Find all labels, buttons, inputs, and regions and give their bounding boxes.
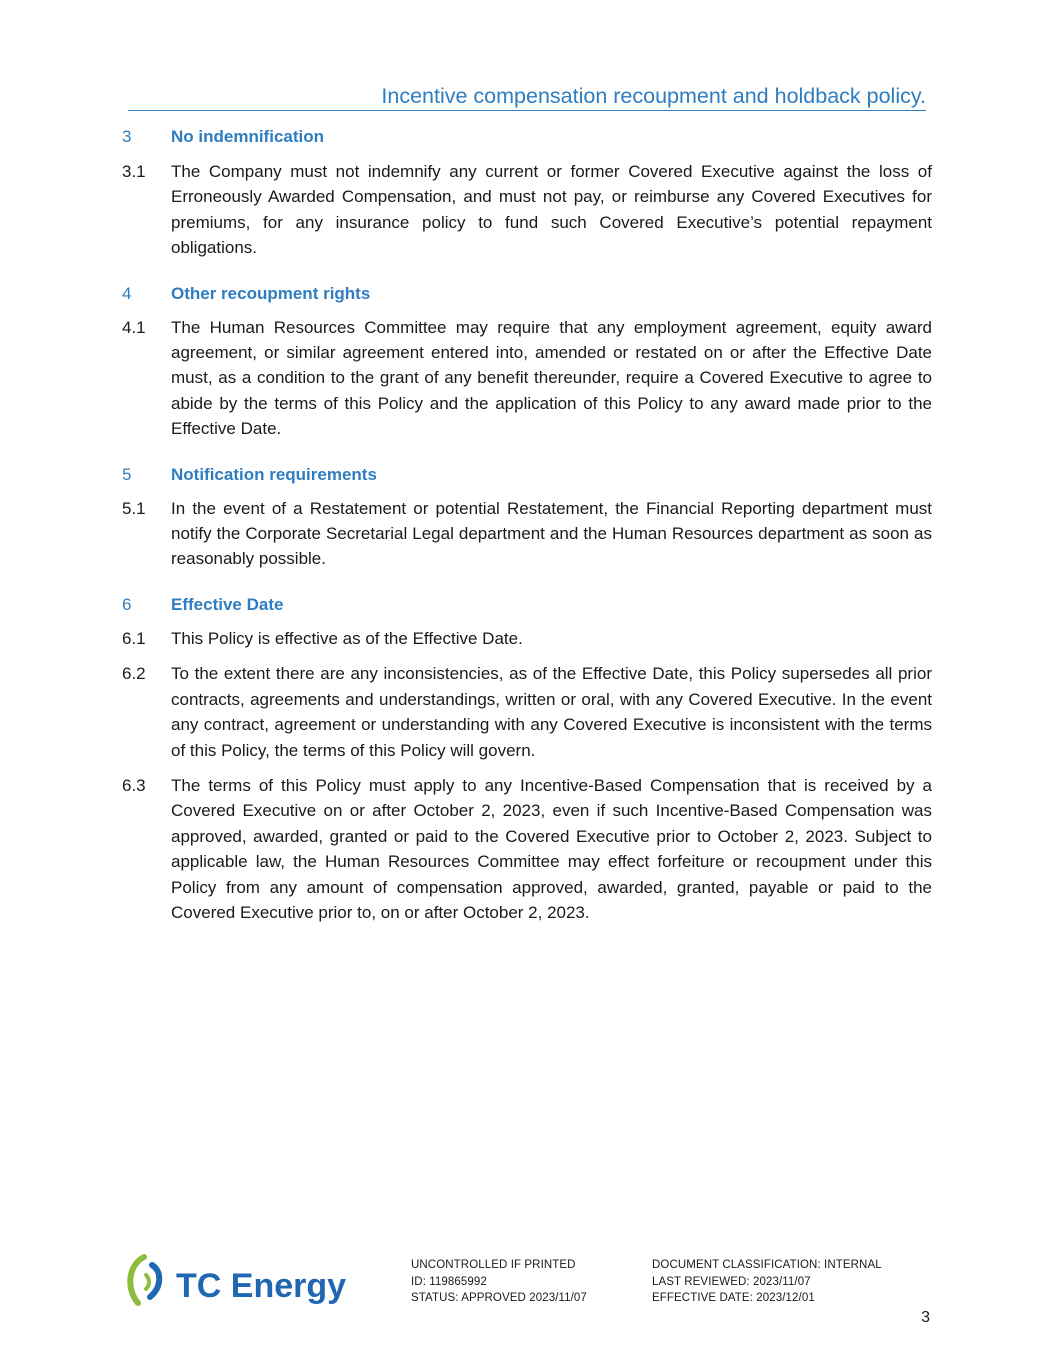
logo-inner-arc-icon bbox=[146, 1275, 149, 1289]
document-body bbox=[122, 124, 932, 925]
section-heading-4 bbox=[122, 281, 932, 306]
clause-5-1 bbox=[122, 496, 932, 572]
footer-document-info bbox=[652, 1257, 882, 1307]
clause-text: In the event of a Restatement or potential Restatement, the Financial Reporting department must notify the Corporate Secretarial Legal department and the Human Resources department as soon as reasonably possible. bbox=[171, 498, 932, 569]
clause-text: This Policy is effective as of the Effective Date. bbox=[171, 628, 523, 648]
clause-6-2 bbox=[122, 661, 932, 763]
footer-document-id: ID: 119865992 bbox=[411, 1275, 487, 1288]
footer-effective-date: EFFECTIVE DATE: 2023/12/01 bbox=[652, 1292, 815, 1304]
section-heading-6 bbox=[122, 592, 932, 617]
clause-number: 6.2 bbox=[122, 664, 146, 684]
logo-text: TC Energy bbox=[176, 1267, 347, 1305]
clause-3-1 bbox=[122, 159, 932, 261]
clause-text: The Human Resources Committee may require that any employment agreement, equity award agreement, or similar agreement entered into, amended or restated on or after the Effective Date must, as a condition to the grant of any benefit thereunder, require a Covered Executive to agree to abide by the terms of this Policy and the application of this Policy to any award made prior to the Effective Date. bbox=[171, 317, 932, 439]
clause-number: 5.1 bbox=[122, 498, 146, 518]
clause-number: 6.3 bbox=[122, 775, 146, 795]
section-title: Notification requirements bbox=[171, 464, 377, 484]
logo-green-arc-icon bbox=[130, 1257, 144, 1303]
clause-4-1 bbox=[122, 315, 932, 442]
section-number: 6 bbox=[122, 594, 132, 614]
footer-status: STATUS: APPROVED 2023/11/07 bbox=[411, 1292, 587, 1304]
section-title: Effective Date bbox=[171, 594, 284, 614]
footer-document-control bbox=[411, 1257, 587, 1307]
section-heading-3 bbox=[122, 124, 932, 149]
clause-text: The terms of this Policy must apply to any Incentive-Based Compensation that is received by a Covered Executive on or after October 2, 2023, even if such Incentive-Based Compensation was approved, awarded, granted or paid to the Covered Executive prior to October 2, 2023. Subject to applicable law, the Human Resources Committee may effect forfeiture or recoupment under this Policy from any amount of compensation approved, awarded, granted, payable or paid to the Covered Executive prior to, on or after October 2, 2023. bbox=[171, 775, 932, 922]
section-number: 3 bbox=[122, 127, 132, 146]
logo-blue-arc-icon bbox=[150, 1265, 159, 1297]
clause-6-1 bbox=[122, 626, 932, 651]
clause-text: To the extent there are any inconsistencies, as of the Effective Date, this Policy supersedes all prior contracts, agreements and understandings, written or oral, with any Covered Executive. In the event any contract, agreement or understanding with any Covered Executive is inconsistent with the terms of this Policy, the terms of this Policy will govern. bbox=[171, 664, 932, 760]
footer-uncontrolled-label: UNCONTROLLED IF PRINTED bbox=[411, 1259, 576, 1271]
tc-energy-logo bbox=[124, 1253, 349, 1309]
document-header-title: Incentive compensation recoupment and holdback policy. bbox=[381, 84, 926, 108]
clause-text: The Company must not indemnify any current or former Covered Executive against the loss of Erroneously Awarded Compensation, and must not pay, or reimburse any Covered Executives for premiums, for any insurance policy to fund such Covered Executive’s potential repayment obligations. bbox=[171, 162, 932, 258]
section-heading-5 bbox=[122, 462, 932, 487]
footer-last-reviewed: LAST REVIEWED: 2023/11/07 bbox=[652, 1275, 811, 1288]
section-title: Other recoupment rights bbox=[171, 283, 371, 303]
page-number: 3 bbox=[921, 1309, 930, 1326]
clause-number: 3.1 bbox=[122, 162, 146, 181]
section-number: 5 bbox=[122, 464, 132, 484]
clause-6-3 bbox=[122, 773, 932, 925]
section-title: No indemnification bbox=[171, 127, 324, 146]
clause-number: 4.1 bbox=[122, 317, 146, 337]
clause-number: 6.1 bbox=[122, 628, 146, 648]
section-number: 4 bbox=[122, 283, 132, 303]
footer-classification: DOCUMENT CLASSIFICATION: INTERNAL bbox=[652, 1259, 882, 1271]
header-divider bbox=[128, 110, 926, 111]
